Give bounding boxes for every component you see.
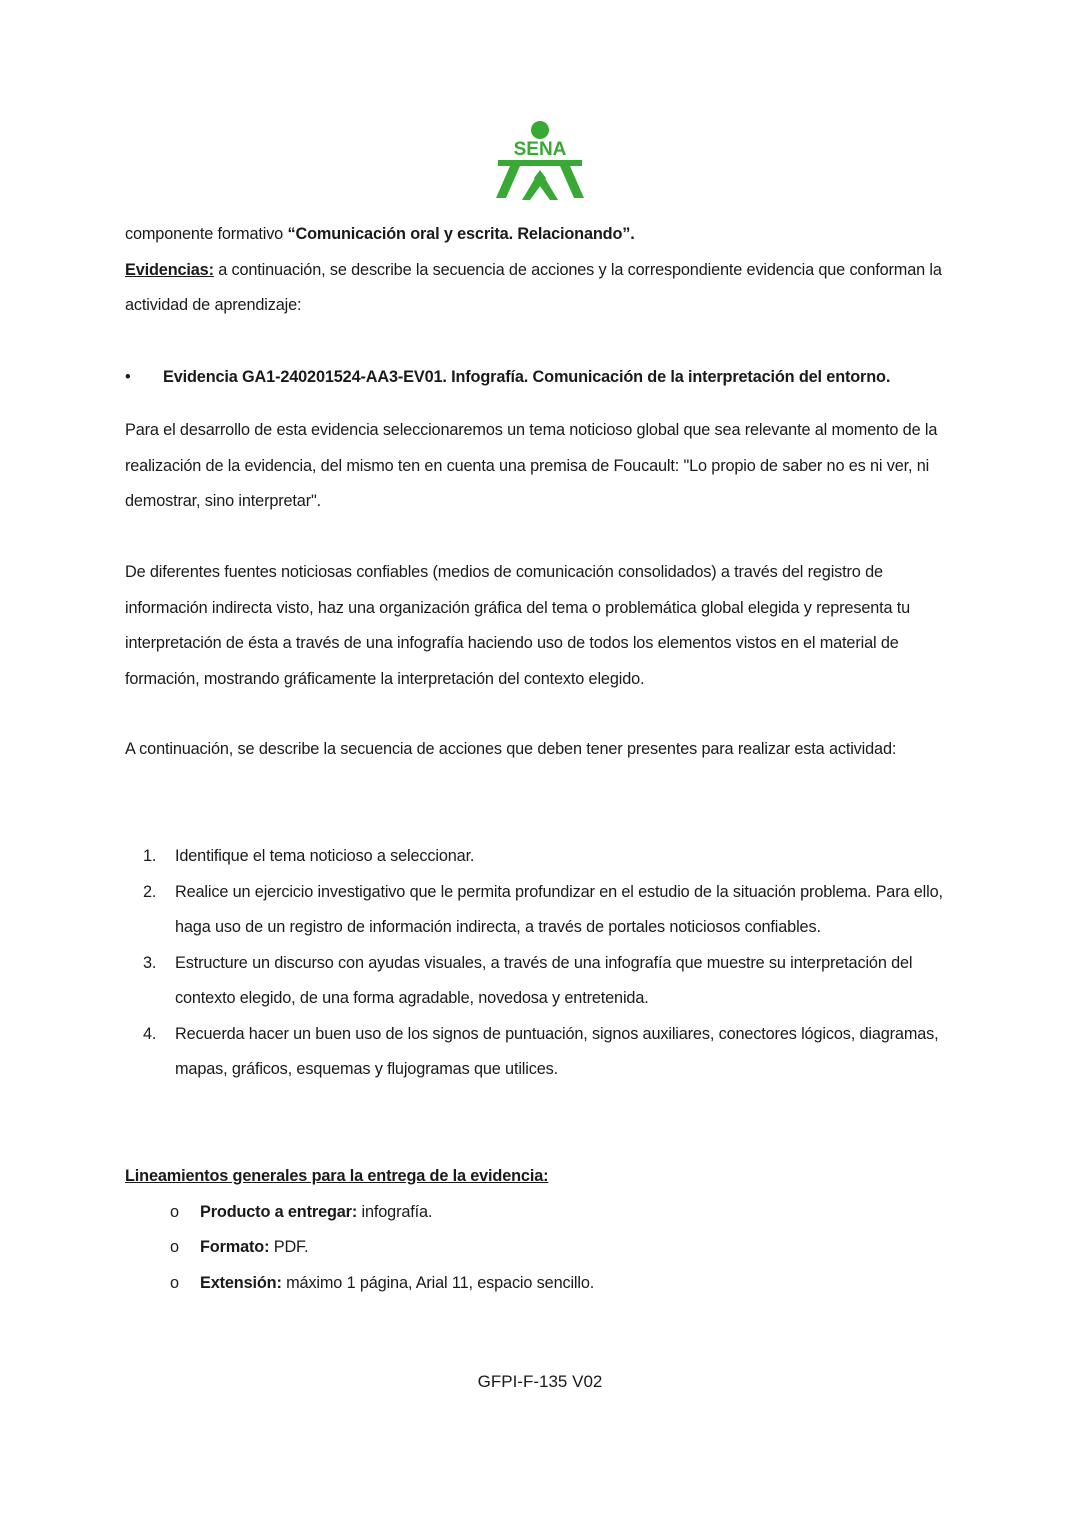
item-value: PDF. [269,1238,309,1256]
evidence-title: Evidencia GA1-240201524-AA3-EV01. Infografía. Comunicación de la interpretación del entorno. [163,368,891,386]
item-label: Formato: [200,1238,270,1256]
paragraph: De diferentes fuentes noticiosas confiables (medios de comunicación consolidados) a través del registro de información indirecta visto, haz una organización gráfica del tema o problemática global elegida y representa tu interpretación de ésta a través de una infografía haciendo uso de todos los elementos vistos en el material de formación, mostrando gráficamente la interpretación del contexto elegido. [125,563,911,688]
footer-code: GFPI-F-135 V02 [477,1372,603,1391]
list-item [125,1230,965,1266]
list-item [125,1017,965,1088]
item-value: máximo 1 página, Arial 11, espacio sencillo. [281,1273,595,1292]
item-label: Producto a entregar: [200,1202,358,1221]
steps-list [125,839,965,1088]
step-number: 4. [143,1024,157,1043]
item-label: Extensión: [200,1273,282,1292]
guidelines-heading: Lineamientos generales para la entrega de la evidencia: [125,1167,549,1185]
svg-text:SENA: SENA [513,139,567,160]
sena-logo [496,118,584,202]
step-number: 2. [143,882,157,901]
evidence-bullet [125,360,965,396]
step-text: Identifique el tema noticioso a seleccionar. [175,847,475,865]
circle-bullet-icon: o [170,1238,179,1256]
component-title: “Comunicación oral y escrita. Relacionando”. [287,225,635,243]
guidelines-section [125,1159,965,1301]
list-item [125,1266,965,1302]
evidencias-label: Evidencias: [125,260,214,279]
paragraph: A continuación, se describe la secuencia de acciones que deben tener presentes para realizar esta actividad: [125,740,897,758]
circle-bullet-icon: o [170,1202,179,1221]
step-number: 3. [143,953,157,972]
bullet-icon: • [125,368,131,386]
list-item [125,1195,965,1231]
evidencias-paragraph: Evidencias: a continuación, se describe la secuencia de acciones y la correspondiente evidencia que conforman la actividad de aprendizaje: [125,260,942,314]
step-text: Realice un ejercicio investigativo que le permita profundizar en el estudio de la situación problema. Para ello, haga uso de un registro de información indirecta, a través de portales noticiosos confiables. [175,882,943,936]
circle-bullet-icon: o [170,1273,179,1292]
intro-section [125,217,965,324]
step-number: 1. [143,847,157,865]
paragraph: Para el desarrollo de esta evidencia seleccionaremos un tema noticioso global que sea relevante al momento de la realización de la evidencia, del mismo ten en cuenta una premisa de Foucault: "Lo propio de saber no es ni ver, ni demostrar, sino interpretar". [125,421,938,510]
list-item [125,839,965,875]
step-text: Recuerda hacer un buen uso de los signos de puntuación, signos auxiliares, conectores lógicos, diagramas, mapas, gráficos, esquemas y flujogramas que utilices. [175,1024,939,1078]
step-text: Estructure un discurso con ayudas visuales, a través de una infografía que muestre su interpretación del contexto elegido, de una forma agradable, novedosa y entretenida. [175,953,913,1007]
item-value: infografía. [357,1202,433,1221]
list-item [125,946,965,1017]
list-item [125,875,965,946]
intro-line: componente formativo “Comunicación oral y escrita. Relacionando”. [125,225,635,243]
